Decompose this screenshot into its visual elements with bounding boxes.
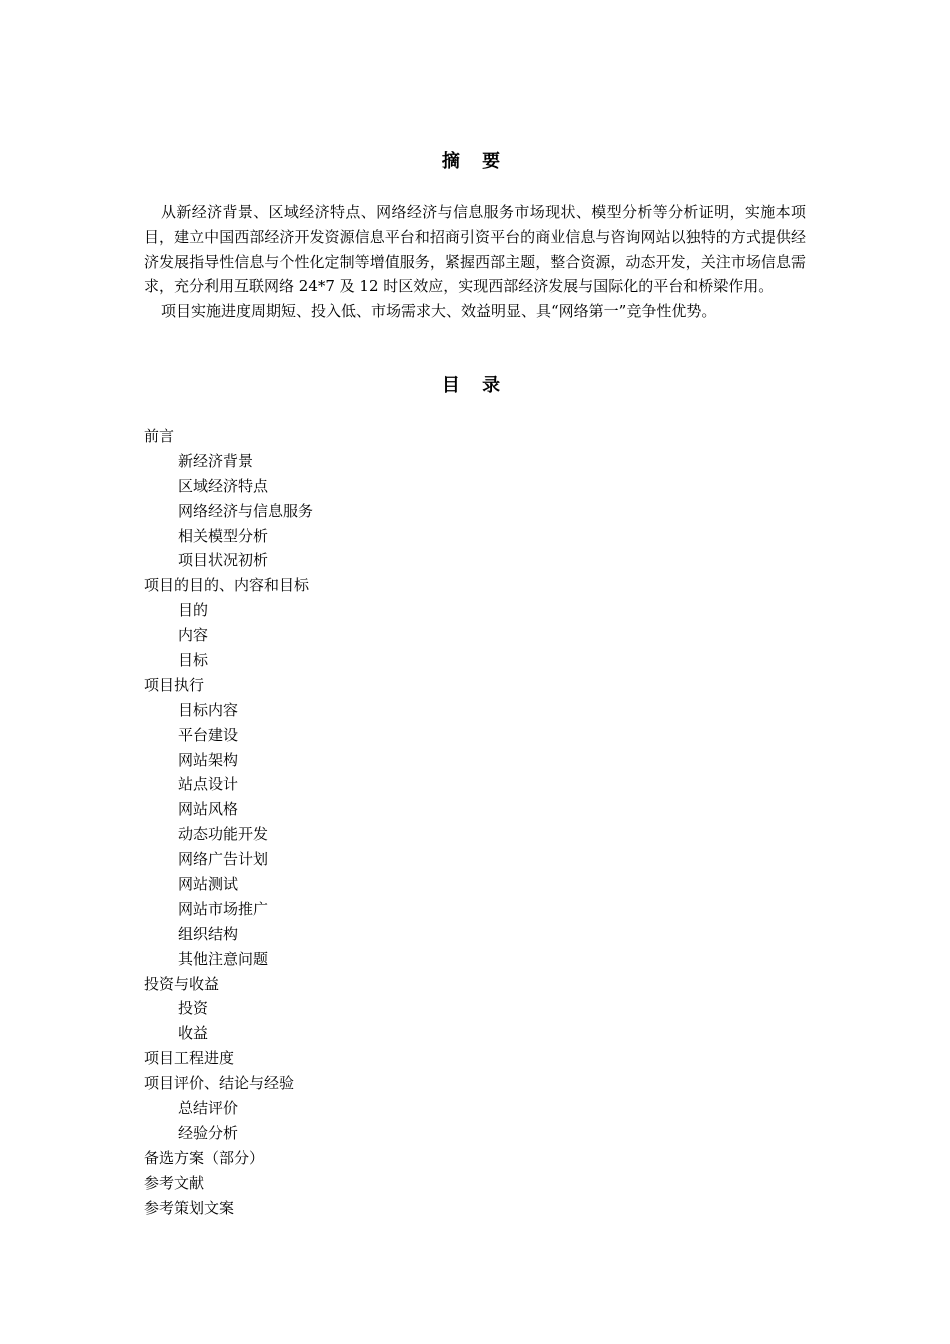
- table-of-contents: [144, 424, 744, 1221]
- toc-section-item: 动态功能开发: [178, 825, 269, 844]
- toc-section-item: 目的: [178, 601, 209, 620]
- toc-section-item: 组织结构: [178, 924, 239, 943]
- abstract-paragraph: 项目实施进度周期短、投入低、市场需求大、效益明显、具“网络第一”竞争性优势。: [161, 302, 717, 321]
- toc-section-item: 网站风格: [178, 800, 239, 819]
- toc-section-item: 新经济背景: [178, 451, 254, 470]
- toc-section-item: 网络经济与信息服务: [178, 501, 314, 520]
- toc-chapter-item: 参考策划文案: [144, 1198, 235, 1217]
- toc-title: 目 录: [441, 375, 509, 396]
- toc-chapter-item: 项目的目的、内容和目标: [144, 576, 310, 595]
- toc-section-item: 内容: [178, 626, 209, 645]
- toc-section-item: 项目状况初析: [178, 551, 269, 570]
- toc-section-item: 区域经济特点: [178, 476, 269, 495]
- toc-section-item: 经验分析: [178, 1123, 239, 1142]
- toc-section-item: 站点设计: [178, 775, 239, 794]
- toc-section-item: 网站市场推广: [178, 899, 269, 918]
- toc-chapter-item: 项目评价、结论与经验: [144, 1074, 295, 1093]
- toc-section-item: 目标: [178, 651, 209, 670]
- toc-section-item: 网站架构: [178, 750, 239, 769]
- toc-chapter-item: 参考文献: [144, 1173, 205, 1192]
- abstract-body: [144, 200, 806, 324]
- toc-chapter-item: 备选方案（部分）: [144, 1148, 265, 1167]
- toc-section-item: 网站测试: [178, 875, 239, 894]
- toc-chapter-item: 前言: [144, 427, 175, 445]
- toc-chapter-item: 投资与收益: [144, 974, 220, 993]
- abstract-title: 摘 要: [441, 151, 509, 172]
- toc-section-item: 收益: [178, 1024, 209, 1043]
- toc-section-item: 目标内容: [178, 700, 239, 719]
- toc-chapter-item: 项目工程进度: [144, 1049, 235, 1068]
- toc-section-item: 投资: [178, 999, 209, 1018]
- toc-section-item: 网络广告计划: [178, 850, 269, 869]
- toc-section-item: 总结评价: [178, 1099, 239, 1118]
- abstract-paragraph: 从新经济背景、区域经济特点、网络经济与信息服务市场现状、模型分析等分析证明，实施本项目，建立中国西部经济开发资源信息平台和招商引资平台的商业信息与咨询网站以独特的方式提供经济发展指导性信息与个性化定制等增值服务，紧握西部主题，整合资源，动态开发，关注市场信息需求，充分利用互联网络 24*7 及 12 时区效应，实现西部经济发展与国际化的平台和桥梁作用。: [144, 203, 806, 296]
- toc-section-item: 相关模型分析: [178, 526, 269, 545]
- toc-section-item: 其他注意问题: [178, 949, 269, 968]
- toc-chapter-item: 项目执行: [144, 675, 205, 694]
- toc-section-item: 平台建设: [178, 725, 239, 744]
